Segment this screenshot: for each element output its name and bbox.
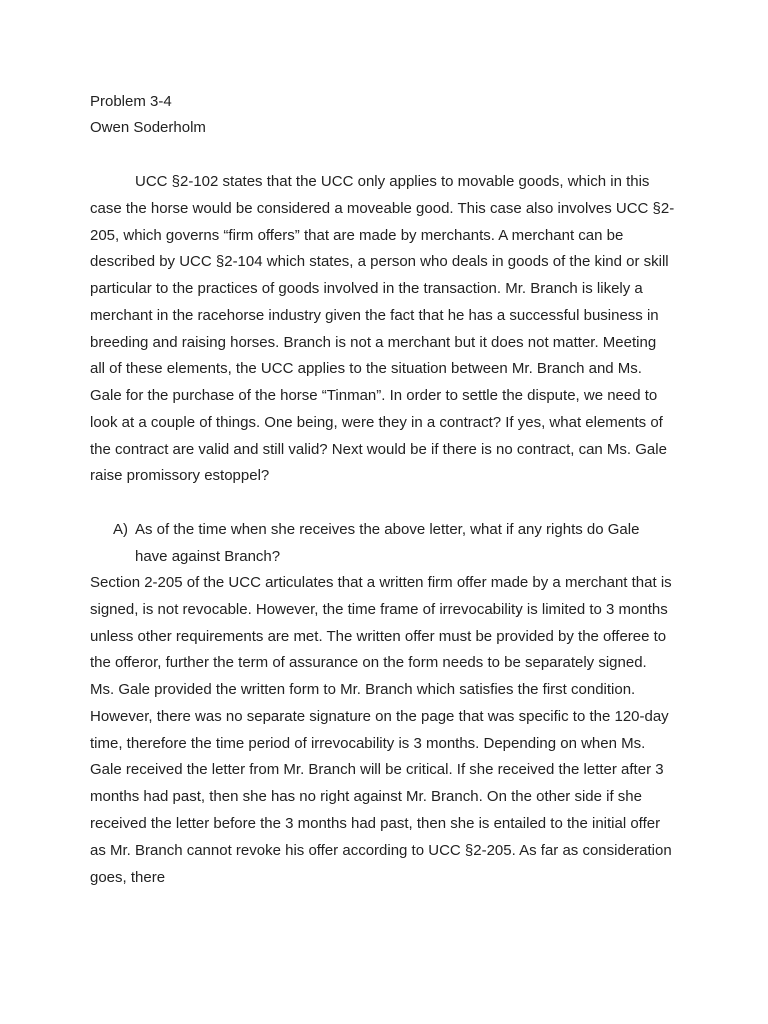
list-marker: A) [113, 521, 128, 538]
paragraph-line: as Mr. Branch cannot revoke his offer according to UCC §2-205. As far as consideration [90, 842, 672, 859]
paragraph-line: signed, is not revocable. However, the time frame of irrevocability is limited to 3 months [90, 601, 668, 618]
paragraph-line: particular to the practices of goods involved in the transaction. Mr. Branch is likely a [90, 280, 643, 297]
paragraph-line: However, there was no separate signature on the page that was specific to the 120-day [90, 708, 669, 725]
question-line: As of the time when she receives the above letter, what if any rights do Gale [135, 521, 640, 538]
paragraph-line: described by UCC §2-104 which states, a person who deals in goods of the kind or skill [90, 253, 669, 270]
paragraph-line: breeding and raising horses. Branch is not a merchant but it does not matter. Meeting [90, 334, 657, 351]
paragraph-line: 205, which governs “firm offers” that are made by merchants. A merchant can be [90, 227, 624, 244]
paragraph-line: merchant in the racehorse industry given the fact that he has a successful business in [90, 307, 659, 324]
paragraph-line: Section 2-205 of the UCC articulates that a written firm offer made by a merchant that is [90, 574, 672, 591]
author-name: Owen Soderholm [90, 119, 206, 136]
paragraph-line: unless other requirements are met. The written offer must be provided by the offeree to [90, 628, 667, 645]
paragraph-line: Gale for the purchase of the horse “Tinman”. In order to settle the dispute, we need to [90, 387, 658, 404]
question-line: have against Branch? [135, 548, 281, 565]
paragraph-line: Gale received the letter from Mr. Branch will be critical. If she received the letter after 3 [90, 761, 664, 778]
paragraph-line: the offeror, further the term of assurance on the form needs to be separately signed. [90, 654, 647, 671]
paragraph-line: the contract are valid and still valid? Next would be if there is no contract, can Ms. Gale [90, 441, 667, 458]
paragraph-line: received the letter before the 3 months had past, then she is entailed to the initial offer [90, 815, 661, 832]
paragraph-line: time, therefore the time period of irrevocability is 3 months. Depending on when Ms. [90, 735, 646, 752]
paragraph-line: goes, there [90, 869, 166, 886]
paragraph-line: look at a couple of things. One being, were they in a contract? If yes, what elements of [90, 414, 663, 431]
paragraph-line: Ms. Gale provided the written form to Mr. Branch which satisfies the first condition. [90, 681, 636, 698]
problem-title: Problem 3-4 [90, 93, 172, 110]
paragraph-line: all of these elements, the UCC applies to the situation between Mr. Branch and Ms. [90, 360, 642, 377]
paragraph-line: UCC §2-102 states that the UCC only applies to movable goods, which in this [135, 173, 650, 190]
paragraph-line: raise promissory estoppel? [90, 467, 270, 484]
paragraph-line: case the horse would be considered a moveable good. This case also involves UCC §2- [90, 200, 675, 217]
paragraph-line: months had past, then she has no right against Mr. Branch. On the other side if she [90, 788, 642, 805]
